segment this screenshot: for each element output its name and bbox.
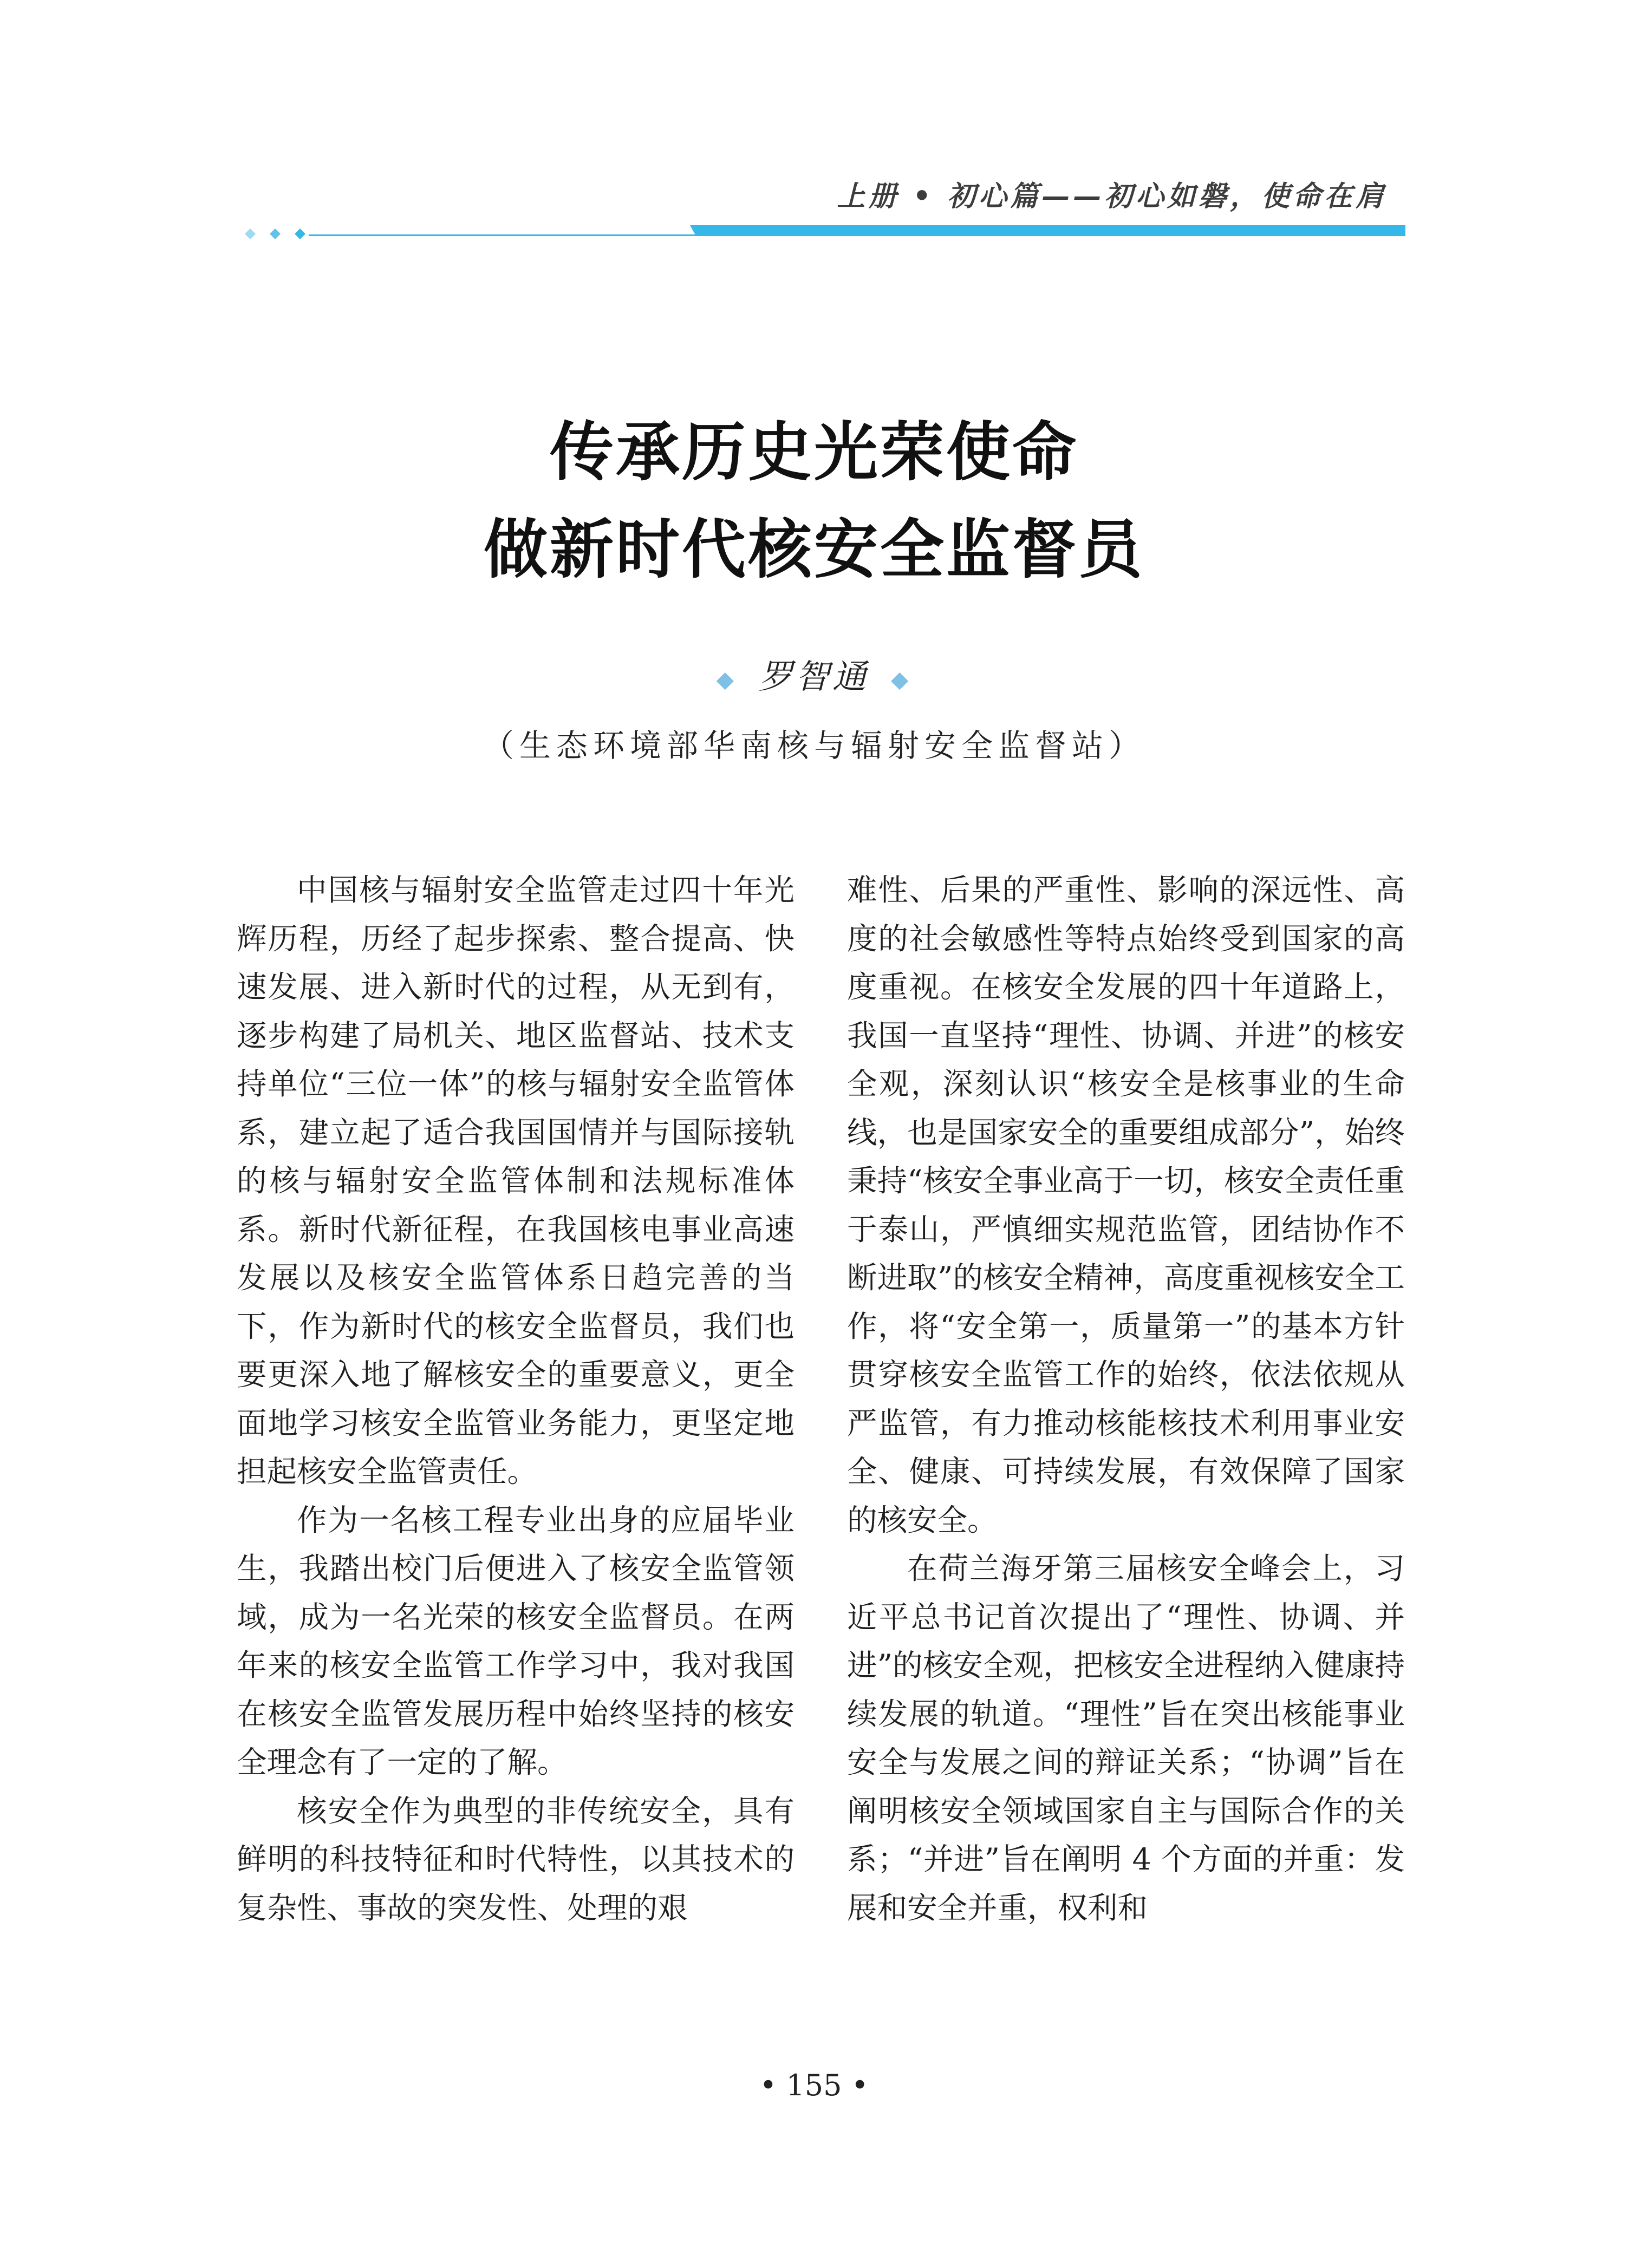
author-name: 罗智通 [758,657,869,696]
body-paragraph: 核安全作为典型的非传统安全，具有鲜明的科技特征和时代特性，以其技术的复杂性、事故的突发性、处理的艰 [237,1793,795,1926]
page-number: • 155 • [759,2068,869,2102]
right-column [847,866,1405,1932]
header-rule [237,221,1405,245]
diamond-icon: ◆ [891,666,912,693]
body-paragraph: 作为一名核工程专业出身的应届毕业生，我踏出校门后便进入了核安全监管领域，成为一名光荣的核安全监督员。在两年来的核安全监管工作学习中，我对我国在核安全监管发展历程中始终坚持的核安全理念有了一定的了解。 [237,1502,795,1780]
diamond-icon [270,228,281,239]
body-paragraph: 在荷兰海牙第三届核安全峰会上，习近平总书记首次提出了“理性、协调、并进”的核安全观，把核安全进程纳入健康持续发展的轨道。“理性”旨在突出核能事业安全与发展之间的辩证关系；“协调”旨在阐明核安全领域国家自主与国际合作的关系；“并进”旨在阐明 4 个方面的并重：发展和安全并重，权利和 [847,1551,1405,1926]
running-title: 上册 • 初心篇——初心如磐，使命在肩 [837,180,1387,213]
diamond-icon: ◆ [716,666,737,693]
article-title-line-1: 传承历史光荣使命 [549,414,1078,489]
body-paragraph-continued: 难性、后果的严重性、影响的深远性、高度的社会敏感性等特点始终受到国家的高度重视。在核安全发展的四十年道路上，我国一直坚持“理性、协调、并进”的核安全观，深刻认识“核安全是核事业的生命线，也是国家安全的重要组成部分”，始终秉持“核安全事业高于一切，核安全责任重于泰山，严慎细实规范监管，团结协作不断进取”的核安全精神，高度重视核安全工作，将“安全第一，质量第一”的基本方针贯穿核安全监管工作的始终，依法依规从严监管，有力推动核能核技术利用事业安全、健康、可持续发展，有效保障了国家的核安全。 [847,873,1405,1538]
diamond-icon [295,228,305,239]
header-bar [690,225,1405,235]
diamond-icon [245,228,256,239]
left-column [237,866,795,1932]
author-line [0,650,1628,698]
article-title-line-2: 做新时代核安全监督员 [483,512,1144,587]
author-affiliation: （生态环境部华南核与辐射安全监督站） [482,727,1145,764]
body-paragraph: 中国核与辐射安全监管走过四十年光辉历程，历经了起步探索、整合提高、快速发展、进入新时代的过程，从无到有，逐步构建了局机关、地区监督站、技术支持单位“三位一体”的核与辐射安全监管体系，建立起了适合我国国情并与国际接轨的核与辐射安全监管体制和法规标准体系。新时代新征程，在我国核电事业高速发展以及核安全监管体系日趋完善的当下，作为新时代的核安全监督员，我们也要更深入地了解核安全的重要意义，更全面地学习核安全监管业务能力，更坚定地担起核安全监管责任。 [237,873,795,1489]
